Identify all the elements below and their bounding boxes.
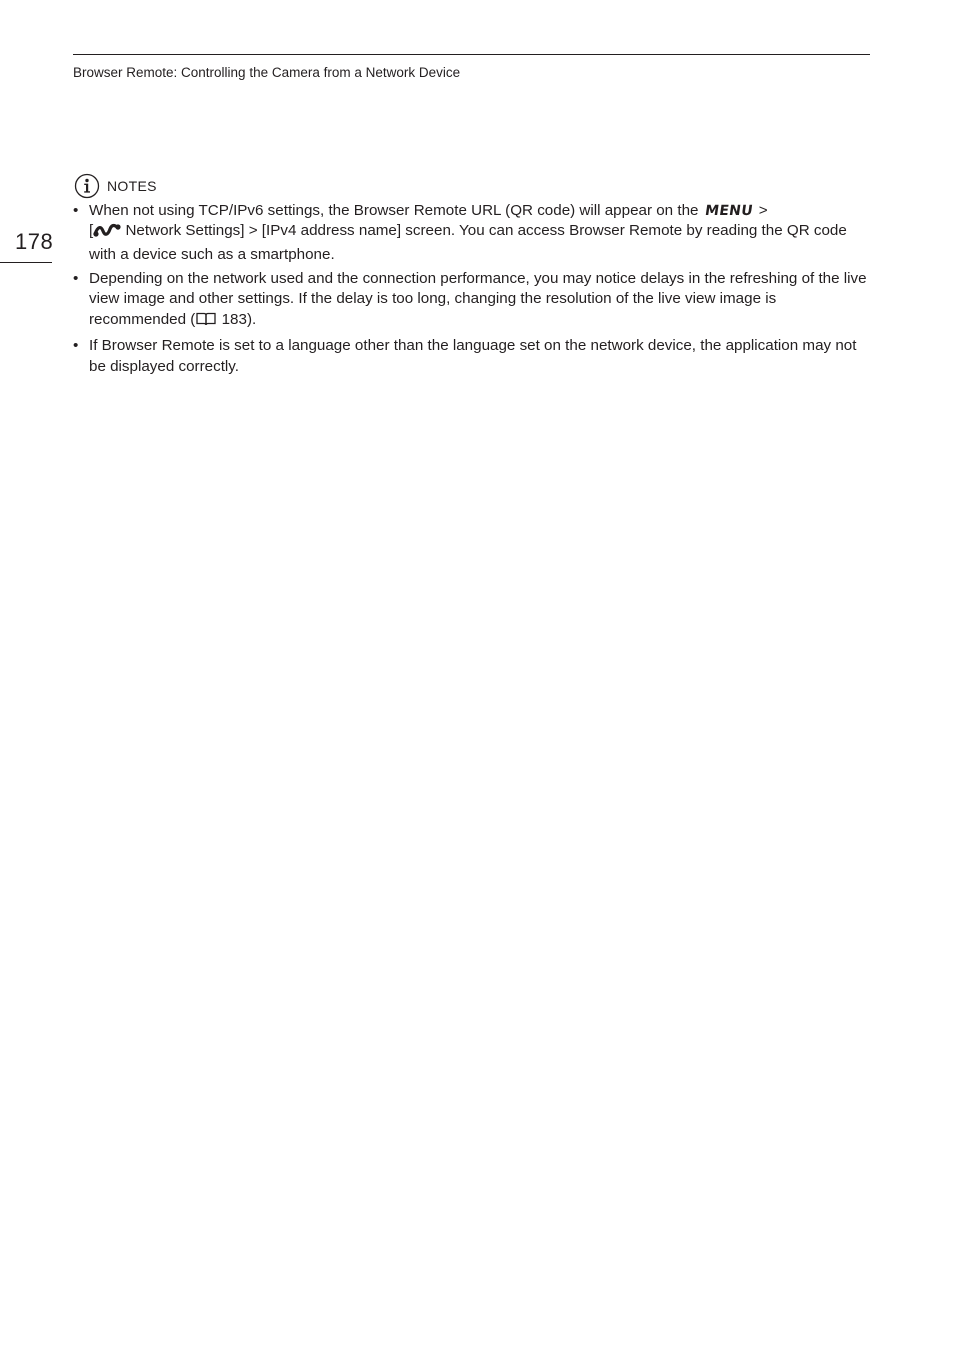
page-number: 178 bbox=[15, 229, 54, 254]
page-number-rule bbox=[0, 262, 52, 263]
notes-list bbox=[73, 201, 873, 381]
bullet: • bbox=[73, 202, 79, 219]
note-text: ). bbox=[246, 310, 257, 328]
note-item bbox=[73, 336, 873, 377]
network-settings-icon bbox=[93, 222, 121, 244]
info-icon bbox=[73, 173, 101, 199]
note-text: Network Settings] > [IPv4 address name] screen. You can access Browser Remote by reading the QR code with a device such as a smartphone. bbox=[89, 222, 847, 263]
note-text: When not using TCP/IPv6 settings, the Browser Remote URL (QR code) will appear on the bbox=[89, 202, 699, 219]
book-reference-icon bbox=[195, 311, 217, 333]
bullet: • bbox=[73, 269, 79, 287]
running-header: Browser Remote: Controlling the Camera from a Network Device bbox=[73, 65, 461, 80]
page-reference: 183 bbox=[221, 310, 247, 328]
note-text: > bbox=[758, 202, 768, 219]
notes-label: NOTES bbox=[107, 178, 157, 194]
menu-button-icon: MENU bbox=[703, 203, 754, 219]
notes-heading bbox=[73, 173, 157, 199]
note-text: If Browser Remote is set to a language other than the language set on the network device, the application may not be displayed correctly. bbox=[89, 337, 857, 375]
note-item bbox=[73, 269, 873, 333]
note-text: [ bbox=[89, 222, 94, 240]
note-text: Depending on the network used and the connection performance, you may notice delays in the refreshing of the live view image and other settings. If the delay is too long, changing the resolution of the live view image is recommended ( bbox=[89, 269, 867, 328]
bullet: • bbox=[73, 337, 79, 355]
header-rule bbox=[73, 54, 870, 55]
note-item bbox=[73, 201, 873, 265]
